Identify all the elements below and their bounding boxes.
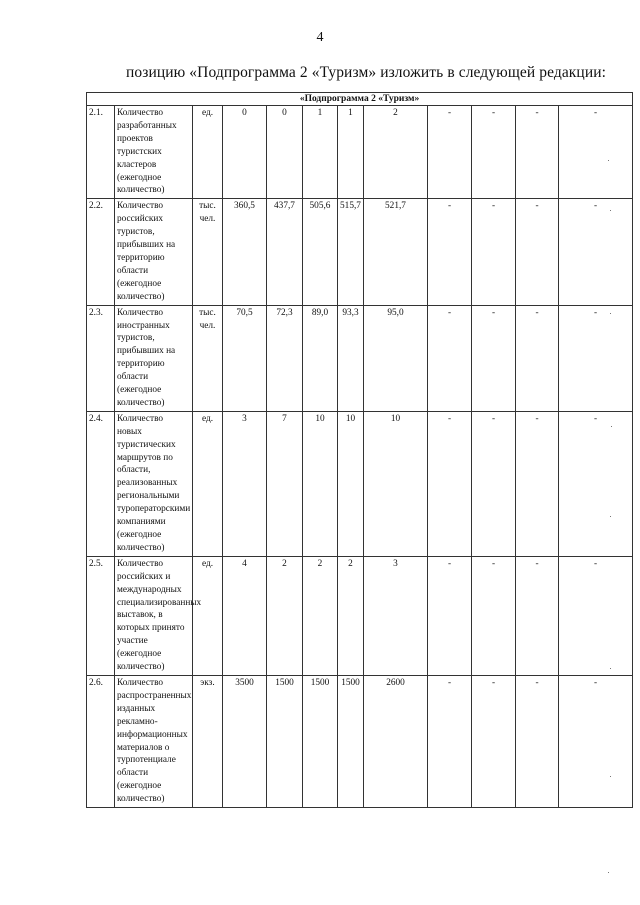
- value-cell: 505,6: [303, 199, 338, 305]
- value-cell: 1: [303, 106, 338, 199]
- dash-cell: -: [428, 106, 472, 199]
- dash-cell: -: [516, 556, 559, 675]
- value-cell: 10: [303, 411, 338, 556]
- value-cell: 437,7: [267, 199, 303, 305]
- dash-cell: -: [559, 199, 633, 305]
- dash-cell: -: [472, 411, 516, 556]
- row-number: 2.5.: [87, 556, 115, 675]
- dash-cell: -: [428, 675, 472, 807]
- dash-cell: -: [559, 305, 633, 411]
- dash-cell: -: [516, 106, 559, 199]
- section-header-row: [87, 93, 633, 106]
- value-cell: 93,3: [338, 305, 364, 411]
- value-cell: 3500: [223, 675, 267, 807]
- unit-cell: экз.: [193, 675, 223, 807]
- row-number: 2.4.: [87, 411, 115, 556]
- dash-cell: -: [472, 199, 516, 305]
- page-number: 4: [316, 30, 324, 45]
- indicator-name: Количество российских туристов, прибывших на территорию области (ежегодное количество): [115, 199, 193, 305]
- scan-speck: [610, 668, 611, 669]
- value-cell: 3: [223, 411, 267, 556]
- scan-speck: [610, 516, 611, 517]
- dash-cell: -: [559, 556, 633, 675]
- unit-cell: тыс. чел.: [193, 305, 223, 411]
- scan-speck: [608, 872, 609, 873]
- value-cell: 2: [338, 556, 364, 675]
- indicator-name: Количество распространенных изданных рекламно-информационных материалов о турпотенциале области (ежегодное количество): [115, 675, 193, 807]
- value-cell: 360,5: [223, 199, 267, 305]
- value-cell: 515,7: [338, 199, 364, 305]
- value-cell: 1500: [338, 675, 364, 807]
- value-cell: 1: [338, 106, 364, 199]
- intro-text: позицию «Подпрограмма 2 «Туризм» изложить в следующей редакции:: [126, 64, 607, 81]
- scan-speck: [610, 313, 611, 314]
- indicator-name: Количество российских и международных специализированных выставок, в которых принято участие (ежегодное количество): [115, 556, 193, 675]
- dash-cell: -: [472, 675, 516, 807]
- dash-cell: -: [559, 675, 633, 807]
- dash-cell: -: [472, 556, 516, 675]
- indicators-table: [86, 92, 633, 808]
- value-cell: 4: [223, 556, 267, 675]
- dash-cell: -: [428, 411, 472, 556]
- dash-cell: -: [428, 305, 472, 411]
- scan-speck: [611, 426, 612, 427]
- unit-cell: ед.: [193, 411, 223, 556]
- value-cell: 0: [267, 106, 303, 199]
- value-cell: 521,7: [364, 199, 428, 305]
- scan-speck: [610, 210, 611, 211]
- table-row: [87, 199, 633, 305]
- table-row: [87, 106, 633, 199]
- dash-cell: -: [559, 411, 633, 556]
- unit-cell: ед.: [193, 556, 223, 675]
- value-cell: 1500: [303, 675, 338, 807]
- indicator-name: Количество иностранных туристов, прибывших на территорию области (ежегодное количество): [115, 305, 193, 411]
- dash-cell: -: [428, 199, 472, 305]
- row-number: 2.2.: [87, 199, 115, 305]
- value-cell: 7: [267, 411, 303, 556]
- unit-cell: ед.: [193, 106, 223, 199]
- table-row: [87, 411, 633, 556]
- indicator-name: Количество новых туристических маршрутов по области, реализованных региональными туроператорскими компаниями (ежегодное количество): [115, 411, 193, 556]
- indicator-name: Количество разработанных проектов туристских кластеров (ежегодное количество): [115, 106, 193, 199]
- row-number: 2.6.: [87, 675, 115, 807]
- row-number: 2.1.: [87, 106, 115, 199]
- row-number: 2.3.: [87, 305, 115, 411]
- value-cell: 3: [364, 556, 428, 675]
- value-cell: 95,0: [364, 305, 428, 411]
- value-cell: 2: [364, 106, 428, 199]
- value-cell: 10: [364, 411, 428, 556]
- table-row: [87, 556, 633, 675]
- dash-cell: -: [559, 106, 633, 199]
- dash-cell: -: [472, 305, 516, 411]
- table-row: [87, 305, 633, 411]
- scan-speck: [610, 776, 611, 777]
- value-cell: 2: [267, 556, 303, 675]
- dash-cell: -: [516, 411, 559, 556]
- dash-cell: -: [516, 199, 559, 305]
- dash-cell: -: [428, 556, 472, 675]
- dash-cell: -: [472, 106, 516, 199]
- value-cell: 2: [303, 556, 338, 675]
- value-cell: 72,3: [267, 305, 303, 411]
- value-cell: 70,5: [223, 305, 267, 411]
- unit-cell: тыс. чел.: [193, 199, 223, 305]
- dash-cell: -: [516, 305, 559, 411]
- table-row: [87, 675, 633, 807]
- value-cell: 89,0: [303, 305, 338, 411]
- dash-cell: -: [516, 675, 559, 807]
- value-cell: 1500: [267, 675, 303, 807]
- value-cell: 10: [338, 411, 364, 556]
- scan-speck: [608, 160, 609, 161]
- table-body: [87, 93, 633, 808]
- value-cell: 0: [223, 106, 267, 199]
- section-title: «Подпрограмма 2 «Туризм»: [87, 93, 633, 106]
- value-cell: 2600: [364, 675, 428, 807]
